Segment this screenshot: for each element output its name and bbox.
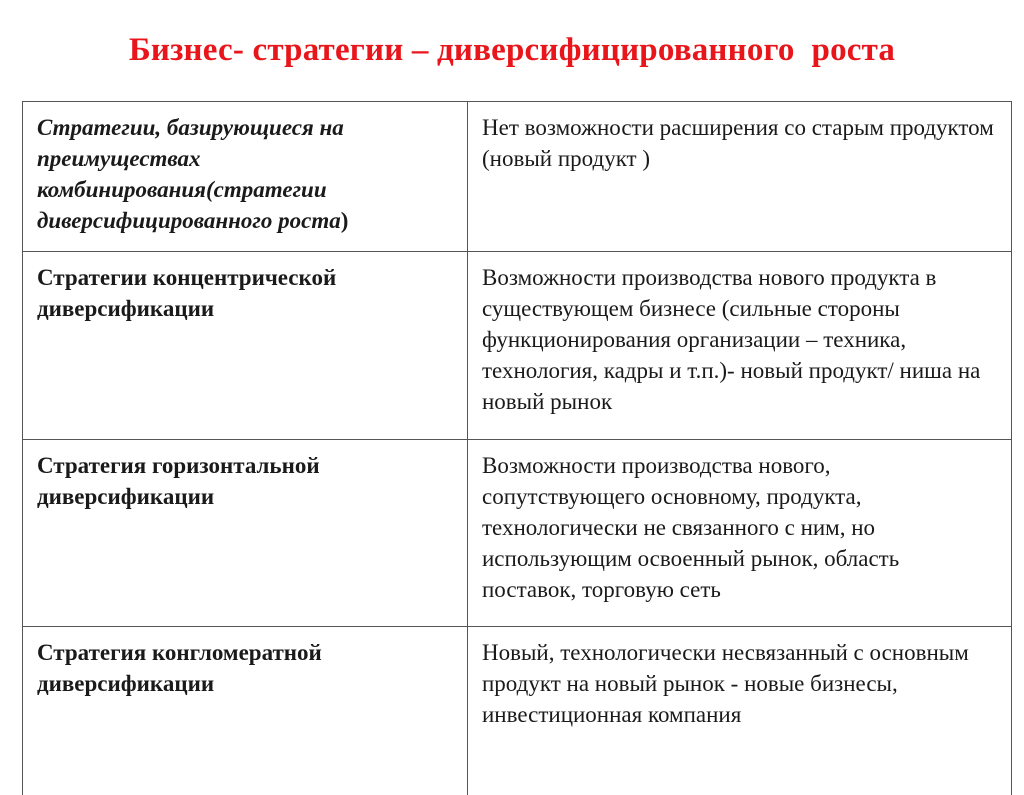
strategy-cell <box>23 252 468 440</box>
strategy-name: Стратегии концентрической диверсификации <box>37 265 336 321</box>
description-cell <box>468 102 1012 252</box>
description-cell <box>468 252 1012 440</box>
table-row <box>23 440 1012 627</box>
strategy-cell <box>23 102 468 252</box>
description-cell <box>468 440 1012 627</box>
strategy-name: Стратегии, базирующиеся на преимуществах комбинирования(стратегии диверсифицированного роста <box>37 115 344 233</box>
strategy-cell <box>23 440 468 627</box>
strategy-description: Возможности производства нового, сопутствующего основному, продукта, технологически не связанного с ним, но использующим освоенный рынок, область поставок, торговую сеть <box>482 453 899 602</box>
description-cell <box>468 627 1012 795</box>
strategy-description: Возможности производства нового продукта в существующем бизнесе (сильные стороны функционирования организации – техника, технология, кадры и т.п.)- новый продукт/ ниша на новый рынок <box>482 265 980 414</box>
table-row <box>23 102 1012 252</box>
strategy-name: Стратегия конгломератной диверсификации <box>37 640 322 696</box>
page-title: Бизнес- стратегии – диверсифицированного роста <box>0 32 1024 69</box>
strategy-description: Новый, технологически несвязанный с основным продукт на новый рынок - новые бизнесы, инвестиционная компания <box>482 640 969 727</box>
table-row <box>23 627 1012 795</box>
strategy-description: Нет возможности расширения со старым продуктом (новый продукт ) <box>482 115 994 171</box>
strategy-cell <box>23 627 468 795</box>
strategy-name: Стратегия горизонтальной диверсификации <box>37 453 320 509</box>
table-row <box>23 252 1012 440</box>
strategy-name-suffix: ) <box>341 208 349 233</box>
strategy-table <box>22 101 1012 795</box>
